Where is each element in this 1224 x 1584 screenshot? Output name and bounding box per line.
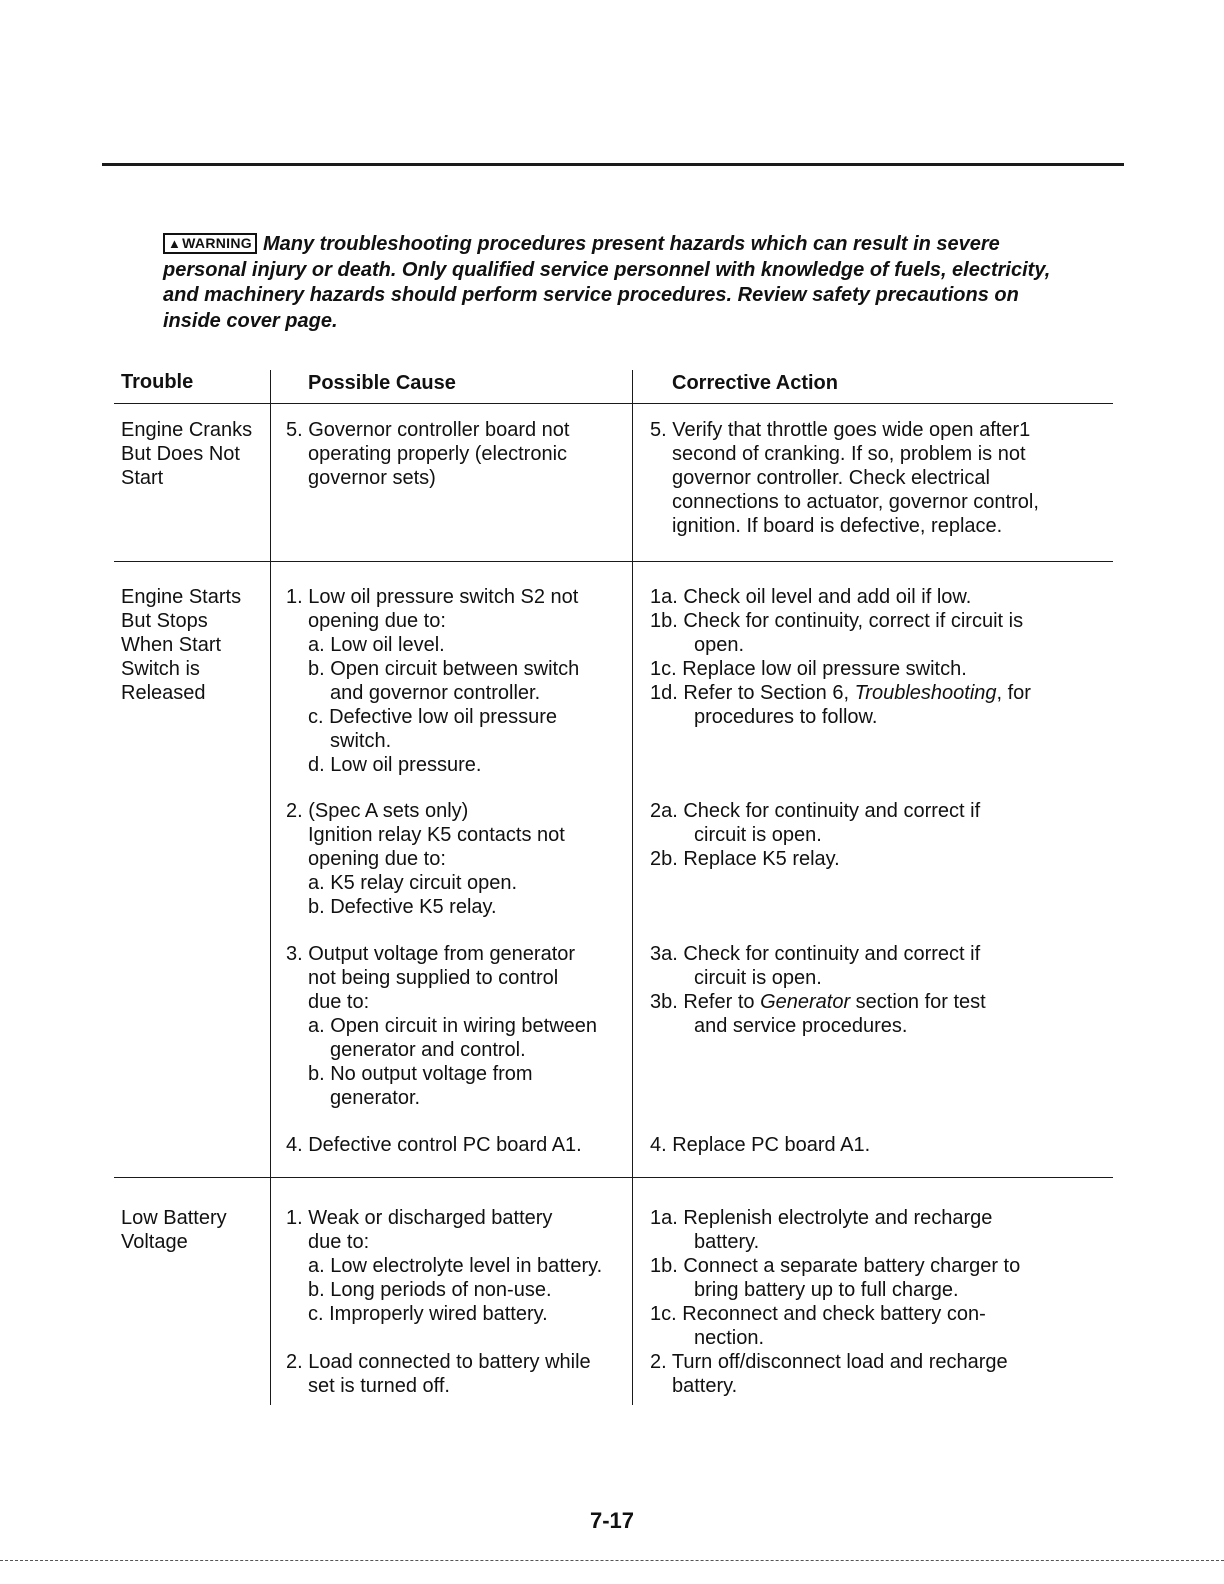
row3-action-1: 1a. Replenish electrolyte and recharge battery. 1b. Connect a separate battery charger to bring battery up to full charge. 1c. Reconnect and check battery con- nection. xyxy=(650,1207,1021,1349)
warning-triangle-icon: ▲ xyxy=(168,236,182,251)
top-rule xyxy=(102,163,1124,166)
row1-cause: 5. Governor controller board not operating properly (electronic governor sets) xyxy=(286,419,570,489)
row2-action-4: 4. Replace PC board A1. xyxy=(650,1134,871,1156)
warning-badge: ▲WARNING xyxy=(163,233,257,254)
page-number: 7-17 xyxy=(589,1508,635,1533)
row2-action-2: 2a. Check for continuity and correct if circuit is open. 2b. Replace K5 relay. xyxy=(650,800,981,870)
row2-cause-4: 4. Defective control PC board A1. xyxy=(286,1134,582,1156)
row-rule xyxy=(114,1177,1113,1178)
row2-trouble: Engine Starts But Stops When Start Switch is Released xyxy=(121,586,242,704)
row1-trouble: Engine Cranks But Does Not Start xyxy=(121,419,253,489)
row3-cause-1: 1. Weak or discharged battery due to: a. Low electrolyte level in battery. b. Long periods of non-use. c. Improperly wired battery. xyxy=(286,1207,603,1325)
row2-action-1: 1a. Check oil level and add oil if low. 1b. Check for continuity, correct if circuit is open. 1c. Replace low oil pressure switch. 1d. Refer to Section 6, Troubleshooting, for procedures to follow. xyxy=(650,586,1031,728)
header-corrective-action: Corrective Action xyxy=(672,372,838,394)
row-rule xyxy=(114,561,1113,562)
column-divider xyxy=(632,370,633,1405)
row3-cause-2: 2. Load connected to battery while set is turned off. xyxy=(286,1351,591,1397)
warning-notice xyxy=(163,232,1073,334)
row2-action-3: 3a. Check for continuity and correct if circuit is open. 3b. Refer to Generator section for test and service procedures. xyxy=(650,943,986,1037)
bottom-rule xyxy=(0,1560,1224,1561)
header-trouble: Trouble xyxy=(121,371,194,393)
column-divider xyxy=(270,370,271,1405)
row1-action: 5. Verify that throttle goes wide open after1 second of cranking. If so, problem is not governor controller. Check electrical connections to actuator, governor control, ignition. If board is defective, replace. xyxy=(650,419,1039,537)
row3-action-2: 2. Turn off/disconnect load and recharge battery. xyxy=(650,1351,1008,1397)
header-rule xyxy=(114,403,1113,404)
row2-cause-2: 2. (Spec A sets only) Ignition relay K5 contacts not opening due to: a. K5 relay circuit open. b. Defective K5 relay. xyxy=(286,800,565,918)
row3-trouble: Low Battery Voltage xyxy=(121,1207,227,1253)
header-possible-cause: Possible Cause xyxy=(308,372,456,394)
warning-text: Many troubleshooting procedures present hazards which can result in severe personal injury or death. Only qualified service personnel with knowledge of fuels, electricity, and machinery hazards should perform service procedures. Review safety precautions on inside cover page. xyxy=(163,233,1051,332)
row2-cause-1: 1. Low oil pressure switch S2 not opening due to: a. Low oil level. b. Open circuit between switch and governor controller. c. Defective low oil pressure switch. d. Low oil pressure. xyxy=(286,586,580,776)
row2-cause-3: 3. Output voltage from generator not being supplied to control due to: a. Open circuit in wiring between generator and control. b. No output voltage from generator. xyxy=(286,943,598,1109)
